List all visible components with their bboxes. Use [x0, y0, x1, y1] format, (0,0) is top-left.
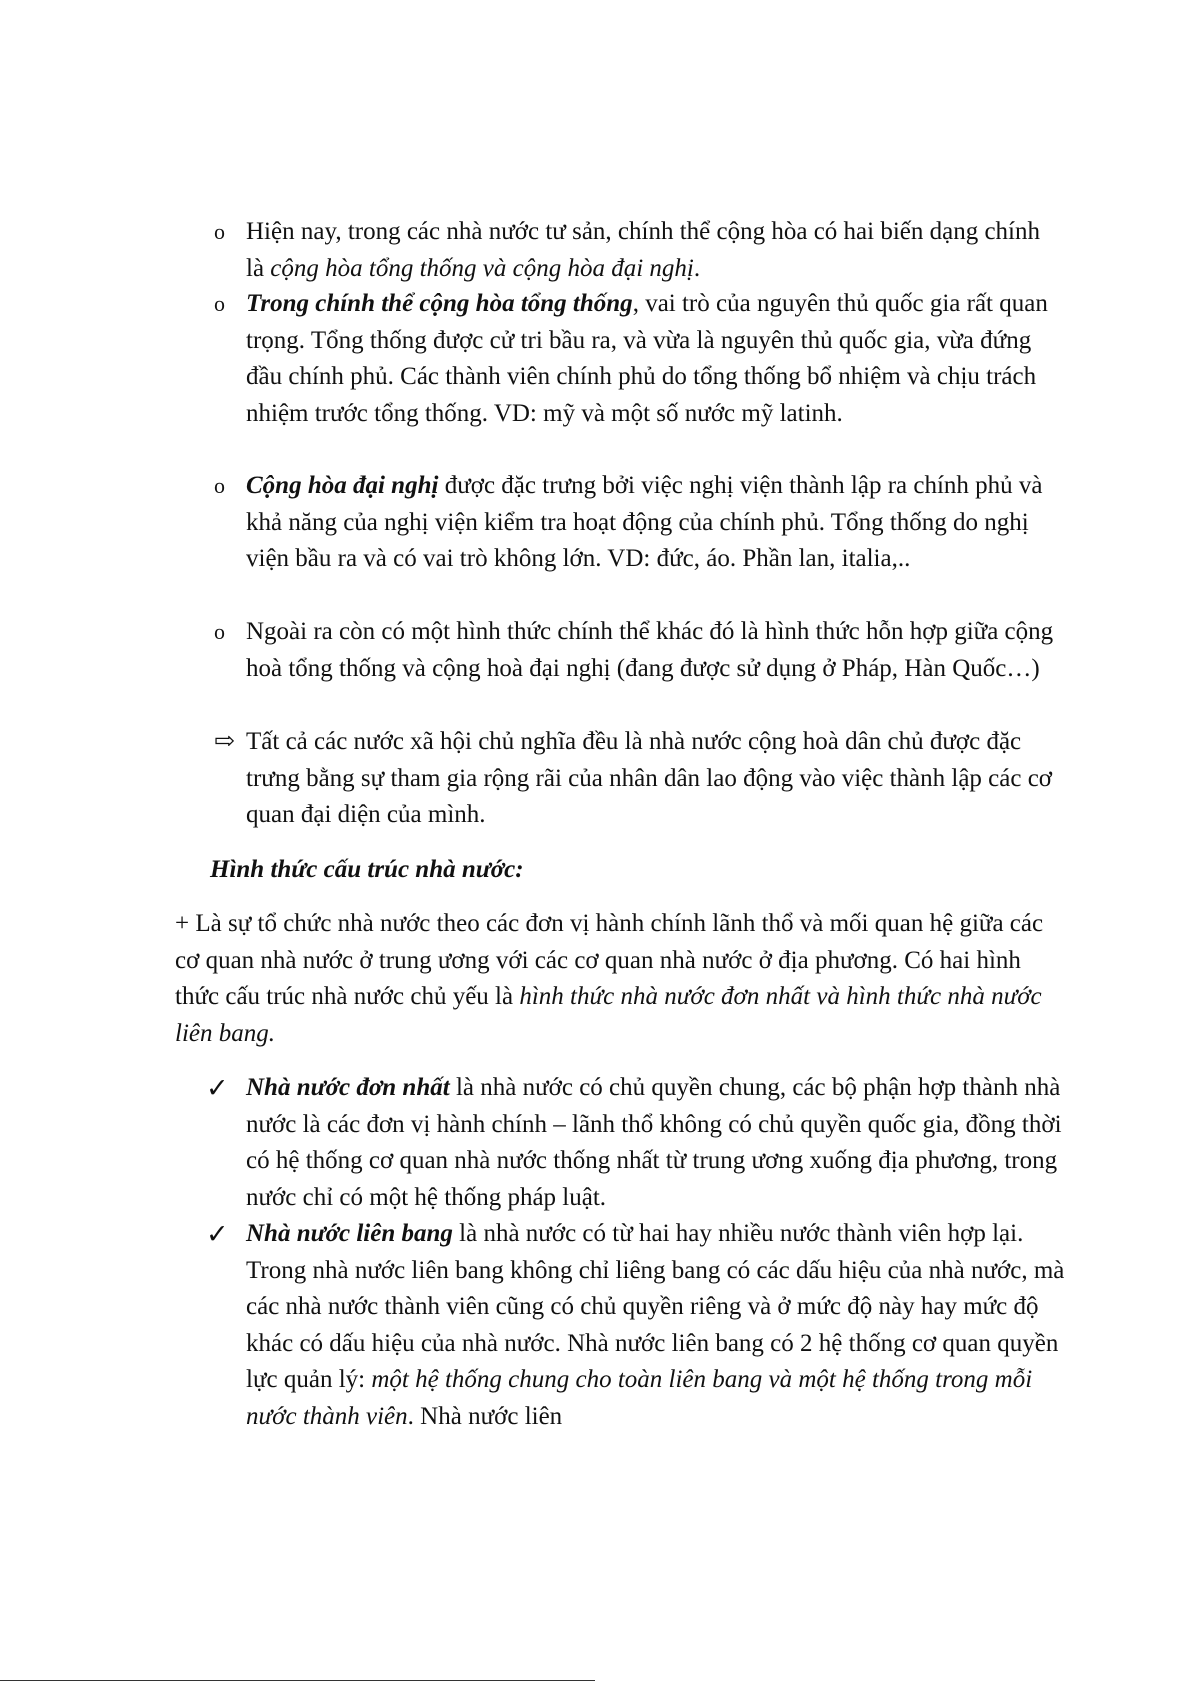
- check-item-text: là nhà nước có từ hai hay nhiều nước thành viên hợp lại. Trong nhà nước liên bang không chỉ liêng bang có các dấu hiệu của nhà nước, mà các nhà nước thành viên cũng có chủ quyền riêng và ở mức độ này hay mức độ khác có dấu hiệu của nhà nước. Nhà nước liên bang có 2 hệ thống cơ quan quyền lực quản lý:: [246, 1220, 1065, 1393]
- list-item: [214, 286, 1056, 432]
- check-item-text-end: . Nhà nước liên: [407, 1402, 563, 1430]
- arrow-right-icon: ⇨: [214, 728, 235, 755]
- check-item-text: là nhà nước có chủ quyền chung, các bộ phận hợp thành nhà nước là các đơn vị hành chính – lãnh thổ không có chủ quyền quốc gia, đồng thời có hệ thống cơ quan nhà nước thống nhất từ trung ương xuống địa phương, trong nước chỉ có một hệ thống pháp luật.: [246, 1074, 1062, 1211]
- list-item: [214, 614, 1056, 687]
- list-item-term: Cộng hòa đại nghị: [246, 472, 439, 499]
- list-item-text: được đặc trưng bởi việc nghị viện thành lập ra chính phủ và khả năng của nghị viện kiểm tra hoạt động của chính phủ. Tổng thống do nghị viện bầu ra và có vai trò không lớn. VD: đức, áo. Phần lan, italia,..: [246, 472, 1043, 572]
- circle-bullet-icon: o: [214, 473, 225, 498]
- check-item-italic-text: một hệ thống chung cho toàn liên bang và một hệ thống trong mỗi nước thành viên: [246, 1366, 1033, 1430]
- list-item-text: Hiện nay, trong các nhà nước tư sản, chính thể cộng hòa có hai biến dạng chính là: [246, 218, 1041, 282]
- list-item-text-end: .: [693, 254, 701, 282]
- list-item-text: , vai trò của nguyên thủ quốc gia rất quan trọng. Tổng thống được cử tri bầu ra, và vừa là nguyên thủ quốc gia, vừa đứng đầu chính phủ. Các thành viên chính phủ do tổng thống bổ nhiệm và chịu trách nhiệm trước tổng thống. VD: mỹ và một số nước mỹ latinh.: [246, 290, 1048, 427]
- list-item: [214, 724, 1056, 834]
- checkmark-icon: ✓: [206, 1073, 229, 1103]
- circle-bullet-icon: o: [214, 291, 225, 316]
- check-list-item: [206, 1070, 1066, 1216]
- circle-bullet-icon: o: [214, 619, 225, 644]
- checkmark-icon: ✓: [206, 1219, 229, 1249]
- circle-bullet-icon: o: [214, 219, 225, 244]
- paragraph: [175, 906, 1055, 1052]
- check-item-term: Nhà nước liên bang: [246, 1220, 453, 1247]
- list-item-term: Trong chính thể cộng hòa tổng thống: [246, 290, 633, 317]
- list-item: [214, 468, 1056, 578]
- list-item-text: Tất cả các nước xã hội chủ nghĩa đều là nhà nước cộng hoà dân chủ được đặc trưng bằng sự tham gia rộng rãi của nhân dân lao động vào việc thành lập các cơ quan đại diện của mình.: [246, 728, 1053, 828]
- list-item: [214, 214, 1056, 287]
- paragraph-text: + Là sự tổ chức nhà nước theo các đơn vị hành chính lãnh thổ và mối quan hệ giữa các cơ quan nhà nước ở trung ương với các cơ quan nhà nước ở địa phương. Có hai hình thức cấu trúc nhà nước chủ yếu là: [175, 910, 1044, 1010]
- section-heading: Hình thức cấu trúc nhà nước:: [210, 856, 524, 883]
- footnote-divider: [0, 1680, 595, 1681]
- paragraph-italic-text: hình thức nhà nước đơn nhất và hình thức nhà nước liên bang.: [175, 983, 1042, 1047]
- check-list-item: [206, 1216, 1066, 1435]
- check-item-term: Nhà nước đơn nhất: [246, 1074, 450, 1101]
- list-item-italic-text: cộng hòa tổng thống và cộng hòa đại nghị: [270, 254, 694, 282]
- list-item-text: Ngoài ra còn có một hình thức chính thể khác đó là hình thức hỗn hợp giữa cộng hoà tổng thống và cộng hoà đại nghị (đang được sử dụng ở Pháp, Hàn Quốc…): [246, 618, 1054, 682]
